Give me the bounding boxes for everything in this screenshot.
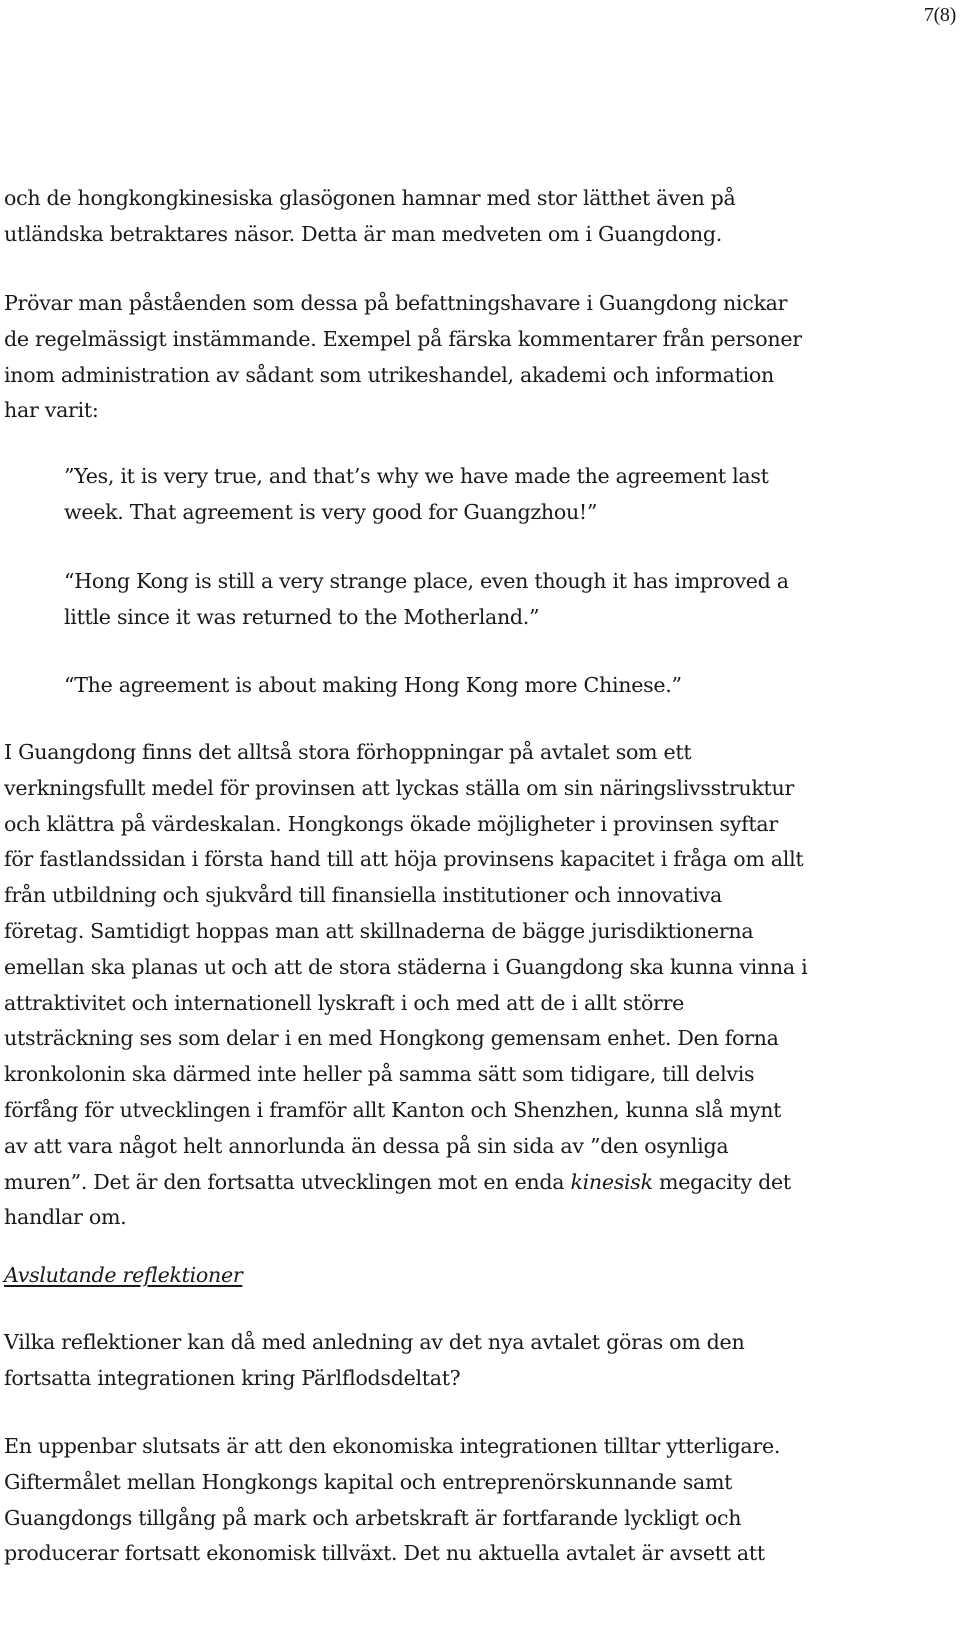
- text-line: de regelmässigt instämmande. Exempel på färska kommentarer från personer: [4, 326, 802, 351]
- text-line: attraktivitet och internationell lyskraft i och med att de i allt större: [4, 990, 685, 1015]
- quote-agreement-true: [64, 459, 824, 531]
- text-line: företag. Samtidigt hoppas man att skillnaderna de bägge jurisdiktionerna: [4, 918, 754, 943]
- text-line: för fastlandssidan i första hand till att höja provinsens kapacitet i fråga om allt: [4, 847, 804, 872]
- text-line: från utbildning och sjukvård till finansiella institutioner och innovativa: [4, 883, 722, 908]
- text-line: Guangdongs tillgång på mark och arbetskraft är fortfarande lyckligt och: [4, 1505, 742, 1530]
- paragraph-conclusion: [4, 1429, 804, 1572]
- text-line: förfång för utvecklingen i framför allt Kanton och Shenzhen, kunna slå mynt: [4, 1097, 782, 1122]
- text-line: producerar fortsatt ekonomisk tillväxt. Det nu aktuella avtalet är avsett att: [4, 1541, 765, 1566]
- text-line: [4, 1165, 804, 1201]
- text-line: Vilka reflektioner kan då med anledning av det nya avtalet göras om den: [4, 1330, 745, 1354]
- quote-line: “The agreement is about making Hong Kong more Chinese.”: [64, 673, 682, 697]
- text-line: I Guangdong finns det alltså stora förhoppningar på avtalet som ett: [4, 740, 692, 764]
- quote-line: ”Yes, it is very true, and that’s why we have made the agreement last: [64, 464, 769, 488]
- quote-line: “Hong Kong is still a very strange place, even though it has improved a: [64, 569, 789, 593]
- quote-more-chinese: [64, 668, 824, 704]
- text-line: verkningsfullt medel för provinsen att lyckas ställa om sin näringslivsstruktur: [4, 775, 795, 800]
- text-line: och klättra på värdeskalan. Hongkongs ökade möjligheter i provinsen syftar: [4, 811, 778, 836]
- paragraph-reflection-question: [4, 1325, 804, 1397]
- text-segment: muren”. Det är den fortsatta utvecklingen mot en enda: [4, 1169, 571, 1194]
- text-line: inom administration av sådant som utrikeshandel, akademi och information: [4, 362, 774, 387]
- text-segment: megacity det: [652, 1169, 791, 1194]
- text-line: utländska betraktares näsor. Detta är man medveten om i Guangdong.: [4, 221, 723, 246]
- text-line: Prövar man påståenden som dessa på befattningshavare i Guangdong nickar: [4, 291, 788, 315]
- paragraph-intro-continued: [4, 181, 804, 253]
- page-number: 7(8): [923, 4, 956, 26]
- text-line: kronkolonin ska därmed inte heller på samma sätt som tidigare, till delvis: [4, 1062, 755, 1087]
- text-line: handlar om.: [4, 1205, 127, 1230]
- emphasized-word: kinesisk: [570, 1169, 653, 1194]
- quote-line: week. That agreement is very good for Guangzhou!”: [64, 499, 598, 524]
- text-line: och de hongkongkinesiska glasögonen hamnar med stor lätthet även på: [4, 186, 736, 210]
- quote-hong-kong-strange: [64, 564, 824, 636]
- section-heading: Avslutande reflektioner: [4, 1263, 243, 1287]
- text-line: emellan ska planas ut och att de stora städerna i Guangdong ska kunna vinna i: [4, 954, 808, 979]
- text-line: fortsatta integrationen kring Pärlflodsdeltat?: [4, 1365, 461, 1390]
- paragraph-guangdong-hopes: [4, 735, 808, 1236]
- text-line: av att vara något helt annorlunda än dessa på sin sida av ”den osynliga: [4, 1133, 729, 1158]
- text-line: En uppenbar slutsats är att den ekonomiska integrationen tilltar ytterligare.: [4, 1434, 781, 1458]
- paragraph-officials: [4, 286, 804, 429]
- text-line: Giftermålet mellan Hongkongs kapital och entreprenörskunnande samt: [4, 1469, 733, 1494]
- text-line: utsträckning ses som delar i en med Hongkong gemensam enhet. Den forna: [4, 1026, 779, 1051]
- text-line: har varit:: [4, 398, 99, 423]
- quote-line: little since it was returned to the Motherland.”: [64, 604, 540, 629]
